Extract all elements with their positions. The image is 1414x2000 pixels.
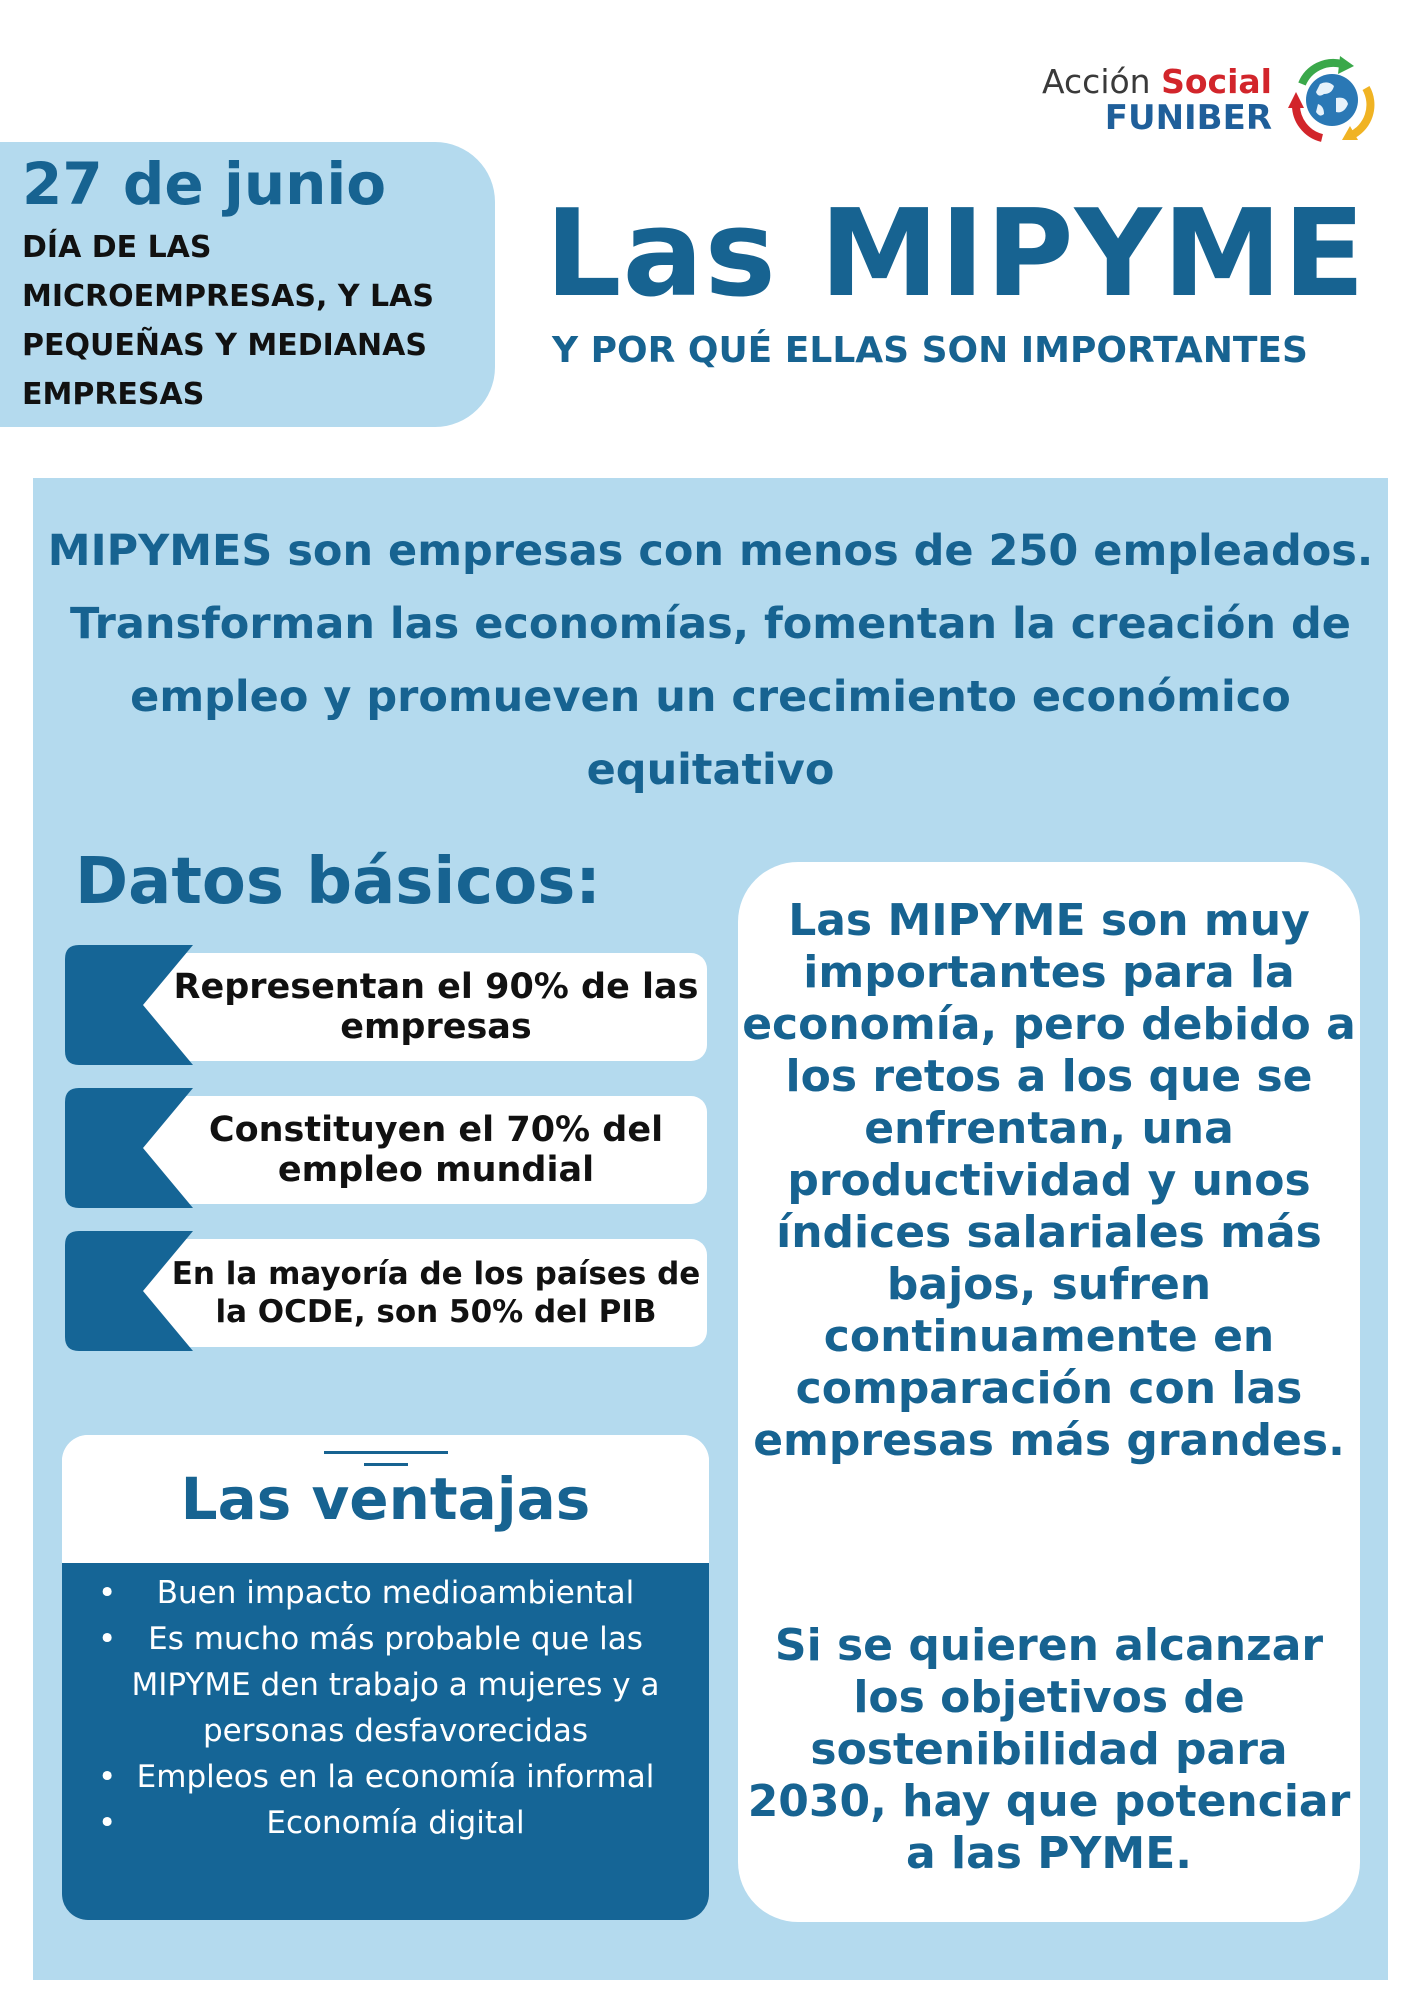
- event-name: DÍA DE LAS MICROEMPRESAS, Y LAS PEQUEÑAS Y MEDIANAS EMPRESAS: [22, 230, 434, 412]
- ventajas-title: Las ventajas: [180, 1465, 591, 1533]
- fact-card: [65, 1088, 707, 1208]
- page-title: Las MIPYME: [545, 185, 1366, 324]
- divider: [324, 1451, 448, 1454]
- datos-heading: Datos básicos:: [75, 845, 601, 919]
- importance-text: Las MIPYME son muy importantes para la economía, pero debido a los retos a los que se enfrentan, una productividad y unos índices salariales más bajos, sufren continuamente en comparación con las empresas más grandes.: [742, 895, 1356, 1466]
- page-subtitle: Y POR QUÉ ELLAS SON IMPORTANTES: [552, 330, 1308, 371]
- logo-line2: FUNIBER: [1104, 98, 1272, 138]
- intro-text: MIPYMES son empresas con menos de 250 empleados. Transforman las economías, fomentan la creación de empleo y promueven un crecimiento económico equitativo: [47, 526, 1374, 795]
- fact-card: [65, 1231, 707, 1351]
- fact-text: En la mayoría de los países de la OCDE, son 50% del PIB: [171, 1256, 701, 1330]
- sustainability-text: Si se quieren alcanzar los objetivos de sostenibilidad para 2030, hay que potenciar a las PYME.: [747, 1620, 1351, 1879]
- list-item: • Empleos en la economía informal: [62, 1754, 709, 1800]
- fact-text: Constituyen el 70% del empleo mundial: [208, 1110, 664, 1190]
- ventajas-list: [62, 1570, 709, 1846]
- list-item: • Buen impacto medioambiental: [62, 1570, 709, 1616]
- ventajas-card: [62, 1435, 709, 1920]
- funiber-logo: [1042, 52, 1380, 142]
- list-item: • Es mucho más probable que las MIPYME den trabajo a mujeres y a personas desfavorecidas: [62, 1616, 709, 1754]
- event-date: 27 de junio: [22, 150, 387, 218]
- fact-text: Representan el 90% de las empresas: [173, 967, 699, 1047]
- logo-line1: Acción Social: [1042, 62, 1272, 101]
- list-item: • Economía digital: [62, 1800, 709, 1846]
- fact-card: [65, 945, 707, 1065]
- globe-arrows-icon: [1284, 54, 1380, 146]
